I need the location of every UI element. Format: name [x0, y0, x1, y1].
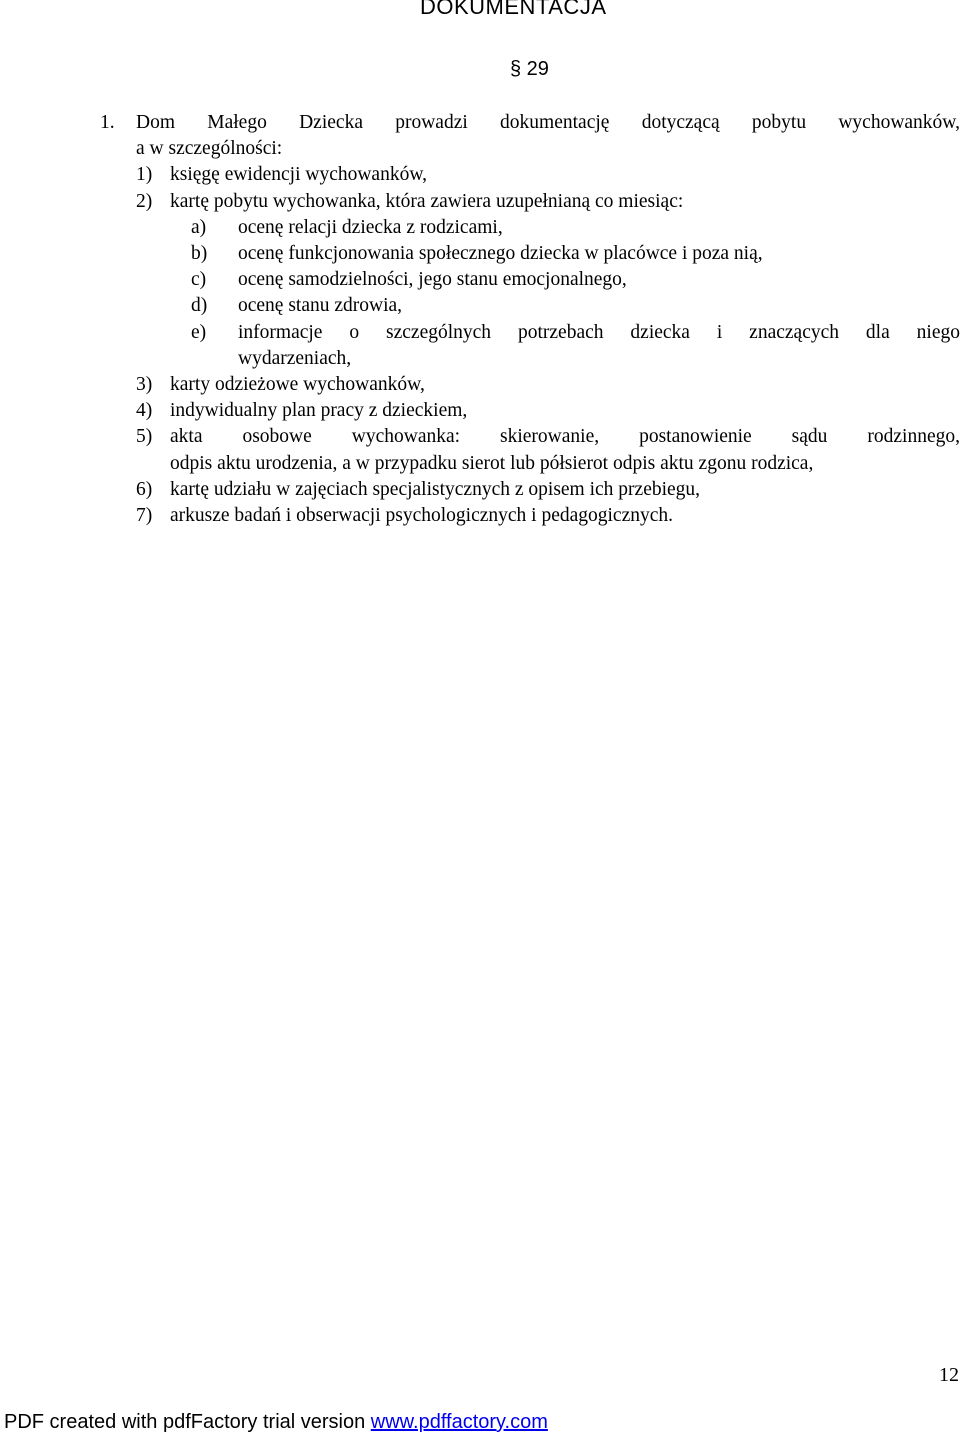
footer-link[interactable]: www.pdffactory.com	[370, 1411, 548, 1433]
item-number: 1.	[100, 112, 115, 133]
item-text: wydarzeniach,	[238, 347, 352, 369]
item-text: kartę udziału w zajęciach specjalistycznych z opisem ich przebiegu,	[170, 478, 701, 500]
item-number: 4)	[136, 400, 153, 422]
sublist-item	[100, 241, 960, 267]
list-item	[100, 110, 960, 136]
item-letter: c)	[191, 269, 207, 291]
item-text: karty odzieżowe wychowanków,	[170, 374, 425, 396]
item-number: 2)	[136, 190, 153, 212]
item-text: arkusze badań i obserwacji psychologicznych i pedagogicznych.	[170, 505, 674, 527]
item-number: 3)	[136, 374, 153, 396]
item-letter: e)	[191, 321, 207, 343]
list-item	[100, 162, 960, 188]
list-item-continuation	[100, 136, 960, 162]
item-text: ocenę samodzielności, jego stanu emocjonalnego,	[238, 269, 627, 291]
item-letter: d)	[191, 295, 208, 317]
item-number: 5)	[136, 426, 153, 448]
item-number: 1)	[136, 164, 153, 186]
footer-text: PDF created with pdfFactory trial version	[4, 1411, 371, 1433]
document-title: DOKUMENTACJA	[420, 0, 607, 19]
item-text: ocenę stanu zdrowia,	[238, 295, 403, 317]
item-text: Dom Małego Dziecka prowadzi dokumentację dotyczącą pobytu wychowanków,	[136, 112, 960, 133]
list-item	[100, 398, 960, 424]
item-number: 6)	[136, 478, 153, 500]
item-text: kartę pobytu wychowanka, która zawiera uzupełnianą co miesiąc:	[170, 190, 684, 212]
item-text: akta osobowe wychowanka: skierowanie, postanowienie sądu rodzinnego,	[170, 426, 960, 448]
list-item	[100, 189, 960, 215]
sublist-item	[100, 215, 960, 241]
page-number: 12	[939, 1364, 959, 1386]
item-text: a w szczególności:	[136, 138, 283, 160]
item-text: księgę ewidencji wychowanków,	[170, 164, 428, 186]
item-letter: b)	[191, 243, 208, 265]
list-item-continuation	[100, 451, 960, 477]
sublist-item	[100, 267, 960, 293]
section-body	[100, 110, 960, 529]
item-text: ocenę relacji dziecka z rodzicami,	[238, 216, 503, 238]
sublist-item	[100, 293, 960, 319]
item-letter: a)	[191, 216, 207, 238]
list-item	[100, 424, 960, 450]
section-number: § 29	[510, 58, 549, 80]
item-text: informacje o szczególnych potrzebach dziecka i znaczących dla niego	[238, 321, 960, 343]
list-item	[100, 477, 960, 503]
item-text: indywidualny plan pracy z dzieckiem,	[170, 400, 468, 422]
pdf-footer	[4, 1411, 548, 1434]
item-text: ocenę funkcjonowania społecznego dziecka w placówce i poza nią,	[238, 243, 763, 265]
sublist-item	[100, 320, 960, 346]
item-number: 7)	[136, 505, 153, 527]
list-item	[100, 503, 960, 529]
list-item	[100, 372, 960, 398]
sublist-item-continuation	[100, 346, 960, 372]
item-text: odpis aktu urodzenia, a w przypadku sierot lub półsierot odpis aktu zgonu rodzica,	[170, 452, 814, 474]
